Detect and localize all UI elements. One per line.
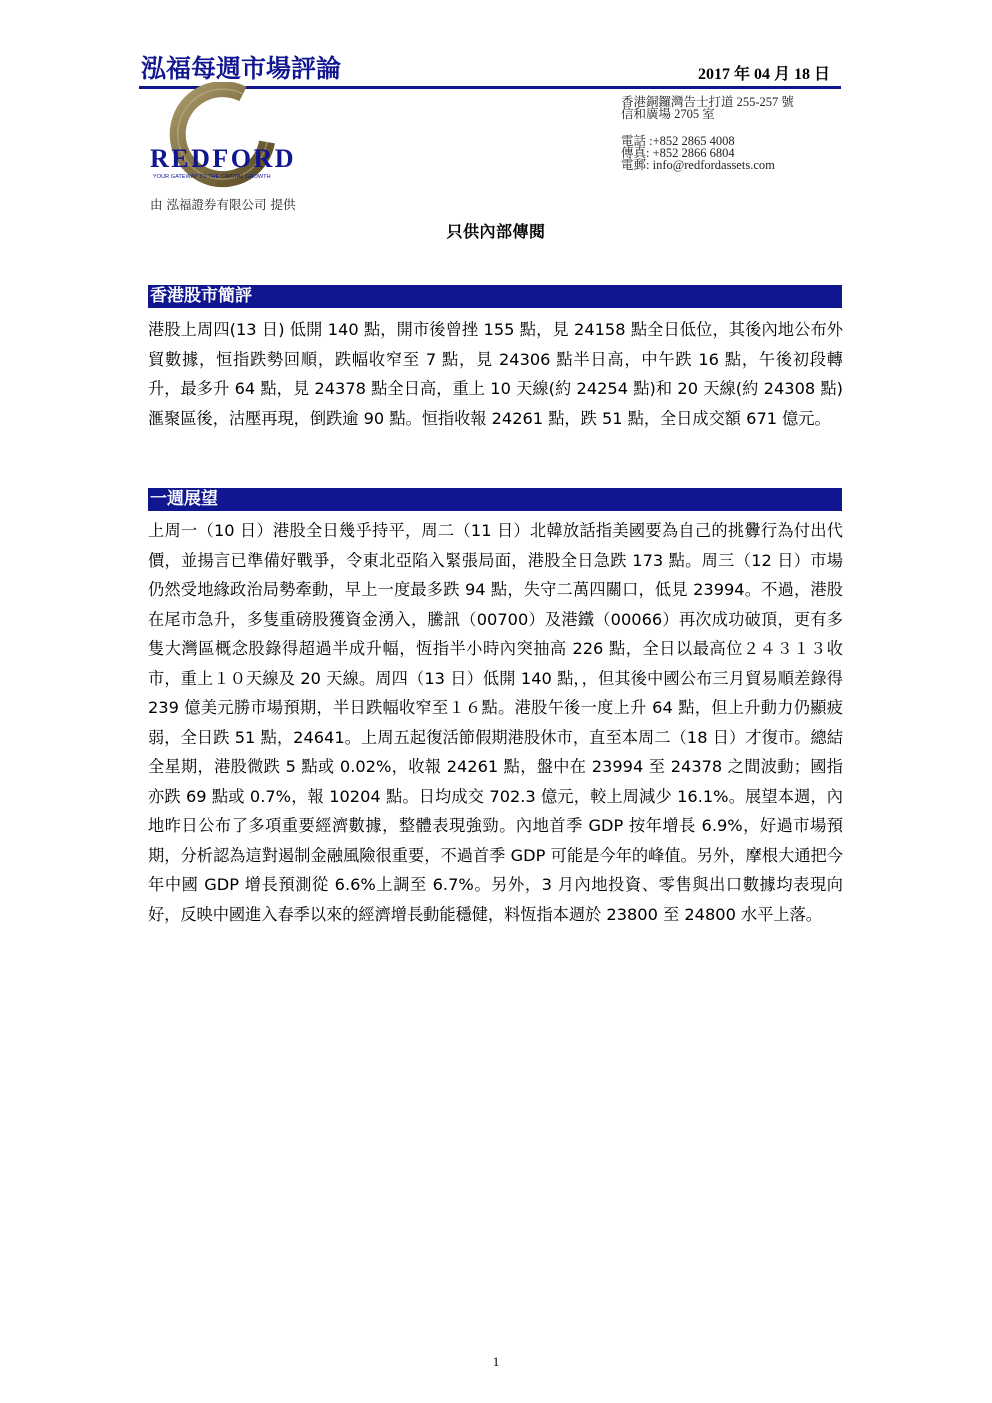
address-line-1: 香港銅鑼灣告士打道 255-257 號 <box>621 95 794 109</box>
redford-logo <box>145 82 310 192</box>
phone: 電話 :+852 2865 4008 <box>621 134 735 148</box>
logo-brand: REDFORD <box>150 144 297 173</box>
section-body-hk-market: 港股上周四(13 日) 低開 140 點，開市後曾挫 155 點，見 24158 點全日低位，其後內地公布外貿數據，恒指跌勢回順，跌幅收窄至 7 點，見 24306 點半日高，中午跌 16 點，午後初段轉升，最多升 64 點，見 24378 點全日高，重上 10 天線(約 24254 點)和 20 天線(約 24308 點)滙聚區後，沽壓再現，倒跌逾 90 點。恒指收報 24261 點，跌 51 點，全日成交額 671 億元。 <box>148 320 843 428</box>
report-date: 2017 年 04 月 18 日 <box>697 66 830 83</box>
internal-notice: 只供內部傳閱 <box>446 222 546 241</box>
logo-tagline: YOUR GATEWAY TO THE CAPITAL GROWTH <box>153 174 271 180</box>
section-body-weekly-outlook: 上周一（10 日）港股全日幾乎持平，周二（11 日）北韓放話指美國要為自己的挑釁行為付出代價，並揚言已準備好戰爭，令東北亞陷入緊張局面，港股全日急跌 173 點。周三（12 日）市場仍然受地緣政治局勢牽動，早上一度最多跌 94 點，失守二萬四關口，低見 23994。不過，港股在尾市急升，多隻重磅股獲資金湧入，騰訊（00700）及港鐵（00066）再次成功破頂，更有多隻大灣區概念股錄得超過半成升幅，恆指半小時內突抽高 226 點，全日以最高位２４３１３收市，重上１０天線及 20 天線。周四（13 日）低開 140 點，，但其後中國公布三月貿易順差錄得 239 億美元勝市場預期，半日跌幅收窄至１６點。港股午後一度上升 64 點，但上升動力仍顯疲弱，全日跌 51 點，24641。上周五起復活節假期港股休市，直至本周二（18 日）才復市。總結全星期，港股微跌 5 點或 0.02%，收報 24261 點，盤中在 23994 至 24378 之間波動；國指亦跌 69 點或 0.7%，報 10204 點。日均成交 702.3 億元，較上周減少 16.1%。展望本週，內地昨日公布了多項重要經濟數據，整體表現強勁。內地首季 GDP 按年增長 6.9%，好過市場預期，分析認為這對遏制金融風險很重要，不過首季 GDP 可能是今年的峰值。另外，摩根大通把今年中國 GDP 增長預測從 6.6%上調至 6.7%。另外，3 月內地投資、零售與出口數據均表現向好，反映中國進入春季以來的經濟增長動能穩健，料恆指本週於 23800 至 24800 水平上落。 <box>148 521 843 924</box>
section-heading-weekly-outlook: 一週展望 <box>148 488 842 511</box>
address-block <box>621 96 794 171</box>
provider-note: 由 泓福證券有限公司 提供 <box>150 197 296 212</box>
report-title: 泓福每週市場評論 <box>141 54 342 83</box>
email: 電郵: info@redfordassets.com <box>621 158 775 172</box>
section-heading-hk-market: 香港股市簡評 <box>148 285 842 308</box>
fax: 傳真: +852 2866 6804 <box>621 146 735 160</box>
page-number: 1 <box>492 1354 500 1369</box>
address-line-2: 信和廣場 2705 室 <box>621 107 715 121</box>
